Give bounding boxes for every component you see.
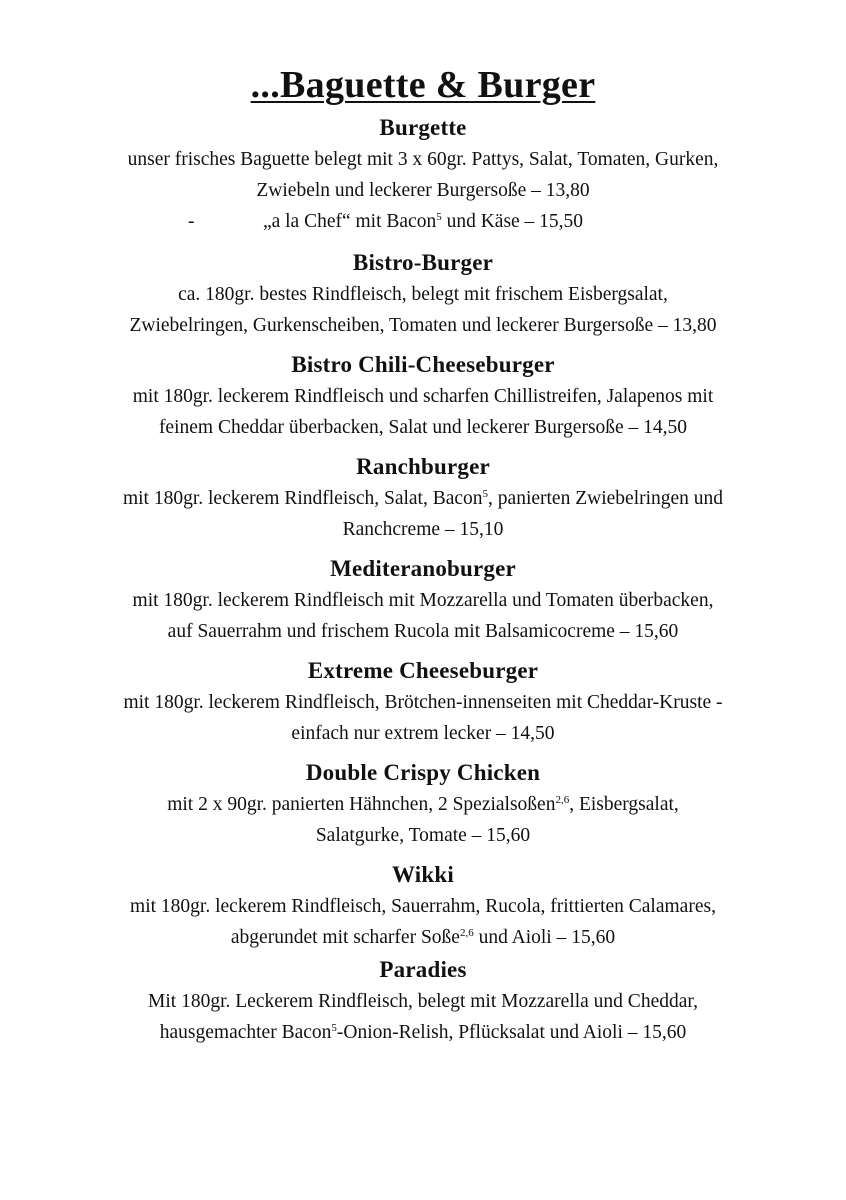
- variant-line: [0, 206, 846, 237]
- allergen-note: 5: [482, 488, 489, 500]
- item-name: Ranchburger: [356, 454, 490, 479]
- description-line: Mit 180gr. Leckerem Rindfleisch, belegt mit Mozzarella und Cheddar,: [148, 991, 698, 1012]
- allergen-note: 2,6: [555, 794, 570, 806]
- variant-text: „a la Chef“ mit Bacon: [262, 211, 437, 232]
- item-description: [0, 789, 846, 851]
- allergen-note: 2,6: [459, 927, 474, 939]
- item-description: [0, 986, 846, 1048]
- menu-item-ranchburger: [0, 451, 846, 545]
- description-line: mit 180gr. leckerem Rindfleisch, Brötchen-innenseiten mit Cheddar-Kruste -: [123, 692, 723, 713]
- item-description: [0, 279, 846, 341]
- variant-price: und Käse – 15,50: [441, 211, 584, 232]
- description-line: [0, 483, 846, 514]
- item-name: Double Crispy Chicken: [305, 760, 541, 785]
- description-line: [0, 1017, 846, 1048]
- description-line: mit 180gr. leckerem Rindfleisch, Sauerrahm, Rucola, frittierten Calamares,: [130, 896, 716, 917]
- item-description: [0, 891, 846, 953]
- description-text: , Eisbergsalat,: [569, 794, 679, 815]
- item-description: [0, 381, 846, 443]
- item-name: Paradies: [379, 957, 467, 982]
- menu-item-paradies: [0, 954, 846, 1048]
- description-text: , panierten Zwiebelringen und: [488, 488, 724, 509]
- description-text: mit 180gr. leckerem Rindfleisch, Salat, Bacon: [122, 488, 483, 509]
- variant-dash: -: [188, 211, 195, 232]
- menu-item-mediteranoburger: [0, 553, 846, 647]
- description-line: [0, 922, 846, 953]
- menu-item-double-crispy-chicken: [0, 757, 846, 851]
- description-text: -Onion-Relish, Pflücksalat und Aioli – 15,60: [336, 1022, 687, 1043]
- description-line: einfach nur extrem lecker – 14,50: [291, 723, 555, 744]
- description-line: Zwiebelringen, Gurkenscheiben, Tomaten und leckerer Burgersoße – 13,80: [129, 315, 717, 336]
- page-title: ...Baguette & Burger: [250, 64, 596, 106]
- item-name: Bistro-Burger: [352, 250, 494, 275]
- description-text: hausgemachter Bacon: [159, 1022, 332, 1043]
- description-line: auf Sauerrahm und frischem Rucola mit Balsamicocreme – 15,60: [167, 621, 679, 642]
- description-line: feinem Cheddar überbacken, Salat und leckerer Burgersoße – 14,50: [158, 417, 688, 438]
- description-line: Ranchcreme – 15,10: [342, 519, 504, 540]
- description-text: abgerundet mit scharfer Soße: [230, 927, 460, 948]
- description-line: mit 180gr. leckerem Rindfleisch und scharfen Chillistreifen, Jalapenos mit: [132, 386, 714, 407]
- menu-item-bistro-burger: [0, 247, 846, 341]
- item-name: Mediteranoburger: [330, 556, 516, 581]
- description-text: und Aioli – 15,60: [473, 927, 616, 948]
- description-line: Salatgurke, Tomate – 15,60: [315, 825, 531, 846]
- menu-item-extreme-cheeseburger: [0, 655, 846, 749]
- item-name: Bistro Chili-Cheeseburger: [291, 352, 555, 377]
- description-line: unser frisches Baguette belegt mit 3 x 60gr. Pattys, Salat, Tomaten, Gurken,: [127, 149, 719, 170]
- menu-item-chili-cheeseburger: [0, 349, 846, 443]
- menu-item-burgette: [0, 112, 846, 237]
- allergen-note: 5: [436, 211, 442, 223]
- allergen-note: 5: [331, 1022, 337, 1034]
- item-description: [0, 585, 846, 647]
- description-line: mit 180gr. leckerem Rindfleisch mit Mozzarella und Tomaten überbacken,: [132, 590, 714, 611]
- description-line: [0, 789, 846, 820]
- description-text: mit 2 x 90gr. panierten Hähnchen, 2 Spezialsoßen: [167, 794, 556, 815]
- item-description: [0, 483, 846, 545]
- description-line: Zwiebeln und leckerer Burgersoße – 13,80: [256, 180, 590, 201]
- menu-item-wikki: [0, 859, 846, 953]
- item-name: Extreme Cheeseburger: [307, 658, 539, 683]
- item-name: Wikki: [392, 862, 454, 887]
- item-description: [0, 687, 846, 749]
- item-name: Burgette: [379, 115, 467, 140]
- description-line: ca. 180gr. bestes Rindfleisch, belegt mit frischem Eisbergsalat,: [178, 284, 668, 305]
- item-description: [0, 144, 846, 237]
